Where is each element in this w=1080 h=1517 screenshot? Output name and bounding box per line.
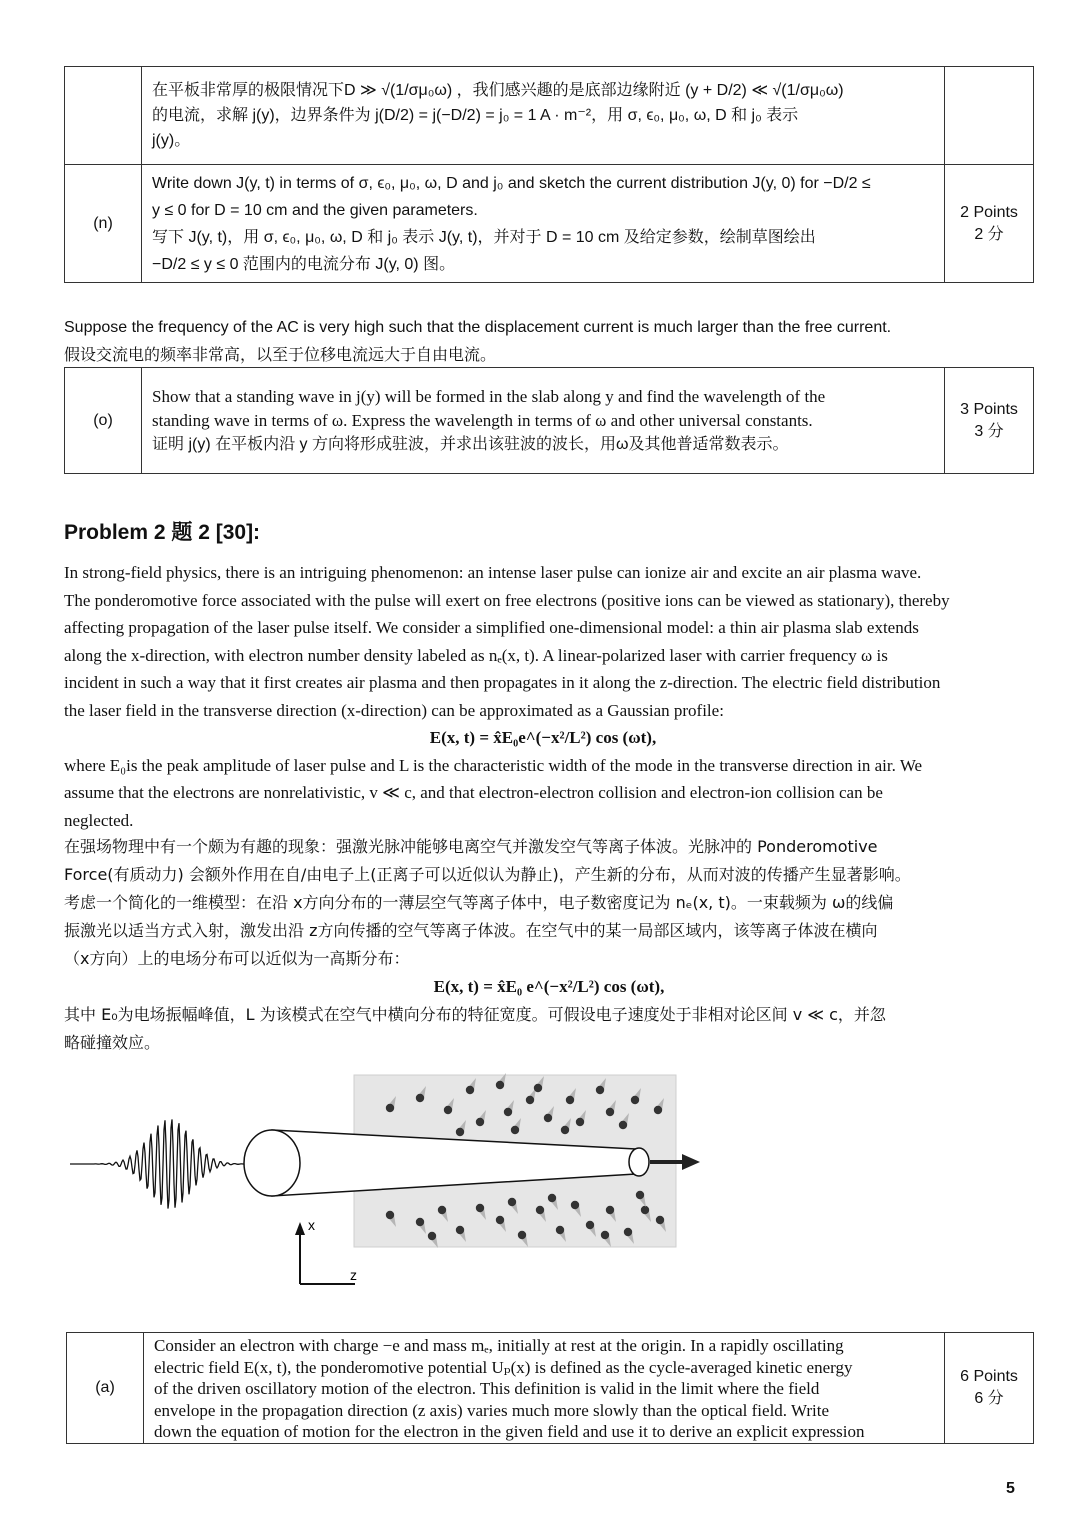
question-table-a [66, 1332, 1034, 1444]
electron-dot [654, 1106, 662, 1114]
text-line: Force(有质动力) 会额外作用在自/由电子上(正离子可以近似认为静止)，产生新的分布，从而对波的传播产生显著影响。 [64, 865, 911, 884]
electron-dot [428, 1232, 436, 1240]
electron-dot [576, 1118, 584, 1126]
text-line: 证明 j(y) 在平板内沿 y 方向将形成驻波，并求出该驻波的波长，用ω及其他普适常数表示。 [152, 435, 789, 453]
electron-dot [511, 1126, 519, 1134]
electron-dot [476, 1118, 484, 1126]
electron-dot [656, 1216, 664, 1224]
points-cn: 6 分 [974, 1389, 1004, 1407]
electron-dot [619, 1121, 627, 1129]
electron-dot [534, 1084, 542, 1092]
text-line: Show that a standing wave in j(y) will be formed in the slab along y and find the wavelength of the [152, 386, 826, 406]
question-label: (n) [65, 165, 142, 283]
text-line: electric field E(x, t), the ponderomotive potential Uₚ(x) is defined as the cycle-averaged kinetic energy [154, 1357, 853, 1377]
problem-heading: Problem 2 题 2 [30]: [64, 521, 261, 544]
text-line: y ≤ 0 for D = 10 cm and the given parameters. [152, 201, 478, 219]
electron-dot [561, 1126, 569, 1134]
suppose-paragraph [64, 314, 1034, 370]
points-en: 2 Points [960, 203, 1018, 221]
question-text-cell [142, 165, 945, 283]
text-line: 的电流，求解 j(y)，边界条件为 j(D/2) = j(−D/2) = j₀ = 1 A · m⁻²，用 σ, ϵ₀, μ₀, ω, D 和 j₀ 表示 [152, 107, 799, 124]
text-line: 考虑一个简化的一维模型：在沿 x方向分布的一薄层空气等离子体中，电子数密度记为 nₑ(x, t)。一束载频为 ω的线偏 [64, 893, 894, 912]
points-cn: 2 分 [974, 225, 1004, 243]
points-en: 6 Points [960, 1367, 1018, 1385]
beam-entry-ellipse [244, 1130, 300, 1196]
text-line: 在平板非常厚的极限情况下D ≫ √(1/σμ₀ω) ，我们感兴趣的是底部边缘附近 (y + D/2) ≪ √(1/σμ₀ω) [152, 82, 844, 99]
text-line: 在强场物理中有一个颇为有趣的现象：强激光脉冲能够电离空气并激发空气等离子体波。光脉冲的 Ponderomotive [64, 837, 878, 856]
text-line: −D/2 ≤ y ≤ 0 范围内的电流分布 J(y, 0) 图。 [152, 255, 456, 273]
electron-dot [544, 1114, 552, 1122]
electron-dot [508, 1198, 516, 1206]
question-table-n [64, 66, 1034, 283]
electron-dot [596, 1086, 604, 1094]
points-cell [945, 368, 1034, 474]
question-text-cell [142, 368, 945, 474]
text-line: the laser field in the transverse direction (x-direction) can be approximated as a Gaussian profile: [64, 700, 724, 720]
question-text-cell [142, 67, 945, 165]
electron-dot [456, 1226, 464, 1234]
text-line: where E₀is the peak amplitude of laser pulse and L is the characteristic width of the mode in the transverse direction in air. We [64, 755, 923, 775]
points-en: 3 Points [960, 400, 1018, 418]
text-line: neglected. [64, 810, 134, 830]
text-line: of the driven oscillatory motion of the electron. This definition is valid in the limit where the field [154, 1379, 820, 1398]
electron-dot [556, 1226, 564, 1234]
electron-dot [416, 1218, 424, 1226]
electron-dot [536, 1206, 544, 1214]
text-line: 其中 E₀为电场振幅峰值，L 为该模式在空气中横向分布的特征宽度。可假设电子速度处于非相对论区间 v ≪ c，并忽 [64, 1005, 886, 1024]
problem-intro-en [64, 559, 1022, 834]
empty-label-cell [65, 67, 142, 165]
electron-dot [548, 1194, 556, 1202]
question-label: (a) [67, 1333, 144, 1444]
text-line: envelope in the propagation direction (z axis) varies much more slowly than the optical field. Write [154, 1400, 830, 1420]
question-text-cell [144, 1333, 945, 1444]
text-line: j(y)。 [152, 132, 191, 149]
equation-1: E(x, t) = x̂E₀e^(−x²/L²) cos (ωt), [429, 728, 657, 747]
text-line: along the x-direction, with electron number density labeled as nₑ(x, t). A linear-polarized laser with carrier frequency ω is [64, 645, 888, 665]
suppose-en: Suppose the frequency of the AC is very high such that the displacement current is much larger than the free current. [64, 319, 892, 336]
beam-exit-ellipse [629, 1148, 649, 1176]
electron-dot [641, 1206, 649, 1214]
electron-dot [606, 1108, 614, 1116]
electron-dot [631, 1096, 639, 1104]
question-table-o [64, 367, 1034, 474]
electron-dot [476, 1204, 484, 1212]
text-line: down the equation of motion for the electron in the given field and use it to derive an explicit expression [154, 1422, 865, 1441]
electron-dot [636, 1191, 644, 1199]
electron-dot [444, 1106, 452, 1114]
equation-2: E(x, t) = x̂E₀ e^(−x²/L²) cos (ωt), [433, 977, 665, 996]
electron-dot [518, 1231, 526, 1239]
arrow-head-icon [682, 1154, 700, 1170]
page-number: 5 [1006, 1480, 1015, 1497]
points-cell [945, 1333, 1034, 1444]
laser-pulse-icon [70, 1119, 245, 1208]
electron-dot [496, 1081, 504, 1089]
text-line: incident in such a way that it first creates air plasma and then propagates in it along the z-direction. The electric field distribution [64, 673, 941, 692]
electron-dot [566, 1096, 574, 1104]
empty-points-cell [945, 67, 1034, 165]
points-cell [945, 165, 1034, 283]
text-line: （x方向）上的电场分布可以近似为一高斯分布： [64, 949, 410, 968]
electron-dot [456, 1128, 464, 1136]
text-line: assume that the electrons are nonrelativistic, v ≪ c, and that electron-electron collision and electron-ion collision can be [64, 783, 883, 802]
x-axis-arrow-icon [295, 1222, 305, 1235]
x-axis-label: x [308, 1217, 315, 1233]
plasma-figure [60, 1070, 720, 1295]
text-line: 写下 J(y, t)，用 σ, ϵ₀, μ₀, ω, D 和 j₀ 表示 J(y, t)，并对于 D = 10 cm 及给定参数，绘制草图绘出 [152, 228, 816, 246]
electron-dot [504, 1108, 512, 1116]
text-line: 振激光以适当方式入射，激发出沿 z方向传播的空气等离子体波。在空气中的某一局部区域内，该等离子体波在横向 [64, 921, 878, 940]
electron-dot [526, 1096, 534, 1104]
text-line: The ponderomotive force associated with the pulse will exert on free electrons (positive ions can be viewed as stationary), thereby [64, 590, 950, 610]
electron-dot [466, 1086, 474, 1094]
text-line: In strong-field physics, there is an intriguing phenomenon: an intense laser pulse can ionize air and excite an air plasma wave. [64, 563, 922, 582]
text-line: standing wave in terms of ω. Express the wavelength in terms of ω and other universal constants. [152, 410, 813, 430]
electron-dot [571, 1201, 579, 1209]
electron-dot [606, 1206, 614, 1214]
electron-dot [586, 1221, 594, 1229]
z-axis-label: z [350, 1267, 357, 1283]
electron-dot [601, 1231, 609, 1239]
suppose-cn: 假设交流电的频率非常高，以至于位移电流远大于自由电流。 [64, 347, 497, 364]
electron-dot [624, 1228, 632, 1236]
text-line: affecting propagation of the laser pulse itself. We consider a simplified one-dimensional model: a thin air plasma slab extends [64, 618, 919, 637]
electron-dot [386, 1211, 394, 1219]
text-line: Write down J(y, t) in terms of σ, ϵ₀, μ₀, ω, D and j₀ and sketch the current distribution J(y, 0) for −D/2 ≤ [152, 174, 871, 192]
text-line: 略碰撞效应。 [64, 1033, 161, 1052]
electron-dot [438, 1206, 446, 1214]
electron-dot [496, 1216, 504, 1224]
electron-dot [386, 1104, 394, 1112]
electron-dot [416, 1094, 424, 1102]
problem-intro-cn [64, 833, 1034, 1057]
text-line: Consider an electron with charge −e and mass mₑ, initially at rest at the origin. In a rapidly oscillating [154, 1336, 844, 1355]
question-label: (o) [65, 368, 142, 474]
points-cn: 3 分 [974, 422, 1004, 440]
